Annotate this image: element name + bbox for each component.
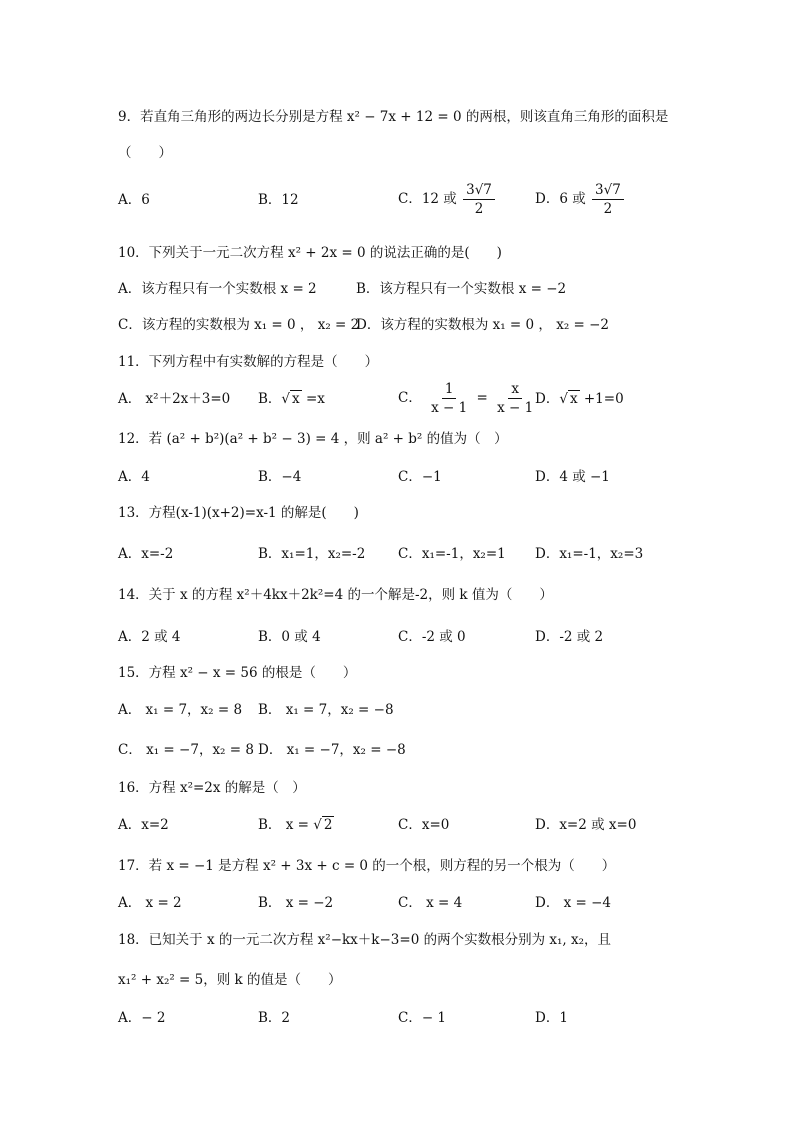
q11-stem: 11．下列方程中有实数解的方程是（ ） (118, 354, 379, 370)
q16-stem: 16．方程 x²=2x 的解是（ ） (118, 780, 306, 796)
q10-option-d: D．该方程的实数根为 x₁ = 0 ， x₂ = −2 (356, 317, 610, 333)
q13-option-b: B．x₁=1，x₂=-2 (258, 546, 366, 562)
q16-option-c: C．x=0 (398, 817, 450, 833)
q16-option-a: A．x=2 (118, 817, 169, 833)
q11-option-c: C． $\frac{1}{x - 1}$ = $\frac{x}{x - 1}$ (398, 381, 534, 416)
q17-option-b: B． x = −2 (258, 895, 334, 911)
q12-option-c: C．−1 (398, 469, 442, 485)
q11-option-a: A． x²＋2x＋3=0 (118, 391, 231, 407)
q14-option-c: C．-2 或 0 (398, 629, 466, 645)
q11-option-d: D．√ x +1=0 (535, 391, 624, 407)
q15-stem: 15．方程 x² − x = 56 的根是（ ） (118, 665, 357, 681)
q9-option-d (535, 181, 626, 218)
q13-stem: 13．方程(x-1)(x+2)=x-1 的解是( ) (118, 505, 359, 521)
q9-option-b: B．12 (258, 192, 299, 208)
q14-option-b: B．0 或 4 (258, 629, 321, 645)
q18-option-b: B．2 (258, 1010, 291, 1026)
q18-stem: 18．已知关于 x 的一元二次方程 x²−kx＋k−3=0 的两个实数根分别为 x₁, x₂，且 (118, 932, 611, 948)
q10-stem: 10．下列关于一元二次方程 x² + 2x = 0 的说法正确的是( ) (118, 245, 502, 261)
q9-option-c (398, 181, 497, 218)
q9-paren: （ ） (118, 145, 172, 161)
q16-option-b: B． x = √ 2 (258, 817, 333, 833)
q13-option-a: A．x=-2 (118, 546, 174, 562)
q14-option-d: D．-2 或 2 (535, 629, 604, 645)
q9-option-d-label: D．6 或 (535, 191, 586, 207)
q15-option-c: C． x₁ = −7，x₂ = 8 (118, 742, 254, 758)
q15-option-a: A． x₁ = 7，x₂ = 8 (118, 702, 243, 718)
q10-option-a: A．该方程只有一个实数根 x = 2 (118, 281, 317, 297)
q18-option-a: A．− 2 (118, 1010, 166, 1026)
q16-option-d: D．x=2 或 x=0 (535, 817, 637, 833)
q17-option-d: D． x = −4 (535, 895, 612, 911)
q10-option-c: C．该方程的实数根为 x₁ = 0 ， x₂ = 2 (118, 317, 360, 333)
q15-option-b: B． x₁ = 7，x₂ = −8 (258, 702, 394, 718)
q12-option-d: D．4 或 −1 (535, 469, 610, 485)
q17-stem: 17．若 x = −1 是方程 x² + 3x + c = 0 的一个根，则方程的另一个根为（ ） (118, 858, 616, 874)
q18-option-d: D．1 (535, 1010, 568, 1026)
q11-option-b: B．√ x =x (258, 391, 325, 407)
q17-option-a: A． x = 2 (118, 895, 182, 911)
q9-option-d-fraction: $\frac{3√7}{2}$ (592, 181, 624, 218)
q14-stem: 14．关于 x 的方程 x²＋4kx＋2k²=4 的一个解是-2，则 k 值为（ ） (118, 587, 553, 603)
q13-option-c: C．x₁=-1，x₂=1 (398, 546, 506, 562)
q9-option-c-fraction: $\frac{3√7}{2}$ (463, 181, 495, 218)
q18-stem-cont: x₁² + x₂² = 5，则 k 的值是（ ） (118, 972, 342, 988)
q15-option-d: D． x₁ = −7，x₂ = −8 (258, 742, 406, 758)
q9-option-c-label: C．12 或 (398, 191, 457, 207)
q12-option-b: B．−4 (258, 469, 302, 485)
q18-option-c: C．− 1 (398, 1010, 447, 1026)
q13-option-d: D．x₁=-1，x₂=3 (535, 546, 644, 562)
q17-option-c: C． x = 4 (398, 895, 463, 911)
q9-option-a: A．6 (118, 192, 150, 208)
q12-option-a: A．4 (118, 469, 150, 485)
q10-option-b: B．该方程只有一个实数根 x = −2 (356, 281, 567, 297)
q12-stem: 12．若 (a² + b²)(a² + b² − 3) = 4 ，则 a² + b² 的值为（ ） (118, 431, 508, 447)
q9-stem: 9．若直角三角形的两边长分别是方程 x² − 7x + 12 = 0 的两根，则该直角三角形的面积是 (118, 109, 669, 125)
q14-option-a: A．2 或 4 (118, 629, 181, 645)
